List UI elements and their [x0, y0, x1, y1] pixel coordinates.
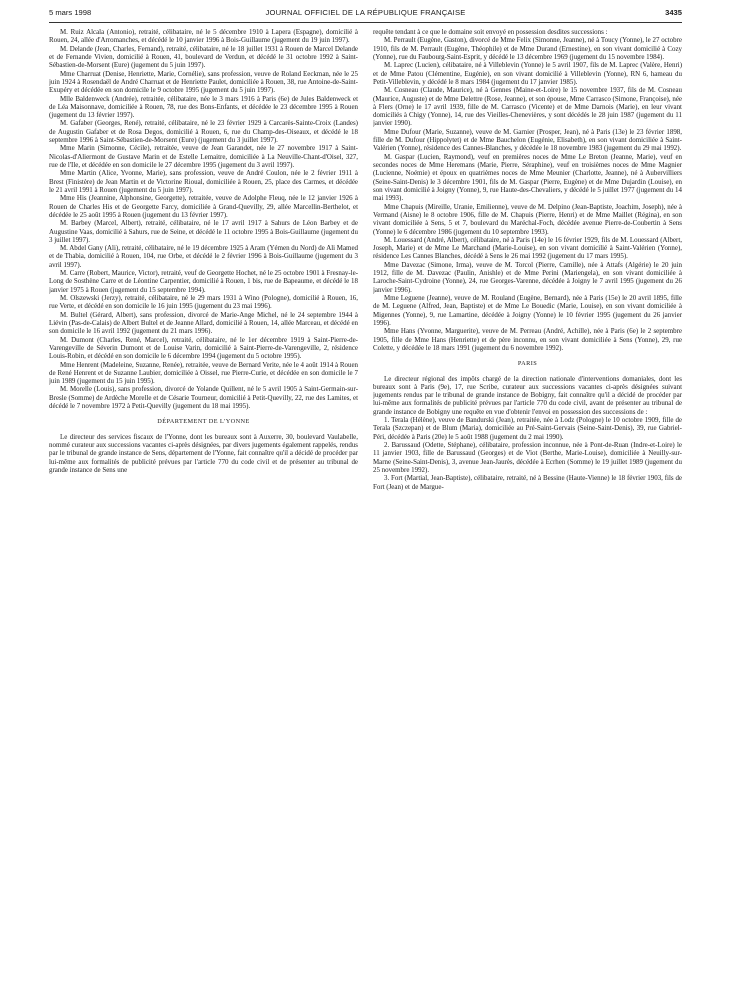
notice-entry: M. Gafaber (Georges, René), retraité, célibataire, né le 23 février 1929 à Carcarès-Sainte-Croix (Landes) de Augustin Gafaber et de Rosa Degos, domicilié à Rouen, 6, rue du Champ-des-Oiseaux, et décédé le 18 septembre 1996 à Saint-Sébastien-de-Morsent (Eure) (jugement du 3 juillet 1997). — [49, 119, 358, 145]
notice-entry: M. Perrault (Eugène, Gaston), divorcé de Mme Felix (Simonne, Jeanne), né à Toucy (Yonne), le 27 octobre 1910, fils de M. Perrault (Eugène, Théophile) et de Mme Durand (Ernestine), en son vivant domicilié à Cozy (Yonne), rue du Faubourg-Saint-Esprit, y décédé le 13 décembre 1969 (jugement du 15 novembre 1984). — [373, 36, 682, 61]
notice-entry: M. Morelle (Louis), sans profession, divorcé de Yolande Quillent, né le 5 avril 1905 à Saint-Germain-sur-Bresle (Somme) de Ardèche Morelle et de Césarie Tourneur, domicilié à Petit-Quevilly, 22, rue des Lamites, et décédé le 7 novembre 1972 à Petit-Quevilly (jugement du 18 mai 1995). — [49, 385, 358, 411]
right-entries-yonne — [373, 36, 682, 352]
notice-entry: M. Delande (Jean, Charles, Fernand), retraité, célibataire, né le 18 juillet 1931 à Rouen de Marcel Delande et de Fernande Vivien, domicilié à Rouen, 41, boulevard de Verdun, et décédé le 31 octobre 1992 à Saint-Sébastien-de-Morsent (Eure) (jugement du 5 juin 1997). — [49, 44, 358, 70]
notice-entry: M. Carre (Robert, Maurice, Victor), retraité, veuf de Georgette Hochet, né le 25 octobre 1901 à Fresnay-le-Long de Sosthène Carre et de Léontine Carpentier, domicilié à Rouen, 1 bis, rue de Bapeaume, et décédé le 18 janvier 1975 à Rouen (jugement du 15 septembre 1994). — [49, 269, 358, 294]
section-title-paris: PARIS — [517, 360, 538, 368]
page-header — [49, 8, 682, 22]
notice-entry: Mme Davezac (Simone, Irma), veuve de M. Torcol (Pierre, Camille), née à Attafs (Algérie) le 20 juin 1912, fille de M. Davezac (Paulin, Anishle) et de Mme Perini (Mariengela), en son vivant domiciliée à Laroche-Saint-Cydroine (Yonne), 24, rue Georges-Varenne, décédée à Joigny le 7 avril 1995 (jugement du 26 janvier 1996). — [373, 260, 682, 294]
notice-entry: 2. Barussaud (Odette, Stéphane), célibataire, profession inconnue, née à Pont-de-Ruan (Indre-et-Loire) le 11 janvier 1903, fille de Barussaud (Georges) et de Viot (Berthe, Marie-Louise), domiciliée à Neuilly-sur-Marne (Seine-Saint-Denis), 3, avenue Jean-Jaurès, décédée à Ecrhen (Somme) le 19 juillet 1989 (jugement du 25 novembre 1992). — [373, 441, 682, 474]
section-title-yonne: DÉPARTEMENT DE L'YONNE — [157, 418, 250, 426]
notice-entry: Mme Martin (Alice, Yvonne, Marie), sans profession, veuve de André Coulon, née le 2 février 1911 à Brest (Finistère) de Jean Martin et de Victorine Rioual, domiciliée à Rouen, 25, place des Carmes, et décédée le 21 avril 1991 à Rouen (jugement du 5 juin 1997). — [49, 169, 358, 194]
notice-entry: Mme Leguene (Jeanne), veuve de M. Rouland (Eugène, Bernard), née à Paris (15e) le 20 avril 1895, fille de M. Leguene (Alfred, Jean, Baptiste) et de Mme Le Bouedic (Marie, Louise), en son vivant domiciliée à Migennes (Yonne), 9, rue Lamartine, décédée à Joigny (Yonne) le 10 février 1995 (jugement du 26 janvier 1996). — [373, 294, 682, 327]
notice-entry: M. Olszewski (Jerzy), retraité, célibataire, né le 29 mars 1931 à Wino (Pologne), domicilié à Rouen, 16, rue Verte, et décédé en son domicile le 16 juin 1995 (jugement du 23 mai 1996). — [49, 294, 358, 311]
notice-entry: M. Barbey (Marcel, Albert), retraité, célibataire, né le 17 avril 1917 à Sahurs de Léon Barbey et de Augustine Vaas, domicilié à Sahurs, rue de Seine, et décédé le 11 octobre 1995 à Bois-Guillaume (jugement du 3 juillet 1997). — [49, 219, 358, 244]
notice-entry: Mme His (Jeannine, Alphonsine, Georgette), retraitée, veuve de Adolphe Fleuq, née le 12 janvier 1926 à Rouen de Charles His et de Georgette Farcy, domiciliée à Grand-Quevilly, 29, allée Marcellin-Berthelot, et décédée le 25 août 1995 à Rouen (jugement du 13 février 1997). — [49, 194, 358, 219]
notice-entry: M. Laprec (Lucien), célibataire, né à Villeblevin (Yonne) le 5 avril 1907, fils de M. Laprec (Valère, Henri) et de Mme Patou (Clémentine, Eugénie), en son vivant domicilié à Villeblevin (Yonne), RN 6, hameau du Petit-Villeblevin, y décédé le 8 mars 1984 (jugement du 17 janvier 1985). — [373, 61, 682, 86]
left-column — [49, 28, 358, 983]
notice-entry: M. Dumont (Charles, René, Marcel), retraité, célibataire, né le 1er décembre 1919 à Saint-Pierre-de-Varengeville de Séverin Dumont et de Louise Varin, domicilié à Saint-Pierre-de-Varengeville, 2, résidence Louis-Robin, et décédé en son domicile le 6 décembre 1994 (jugement du 5 octobre 1995). — [49, 335, 358, 361]
notice-entry: M. Abdel Gany (Ali), retraité, célibataire, né le 19 décembre 1925 à Aram (Yémen du Nord) de Ali Mamed et de Thabia, domicilié à Rouen, 104, rue Orbe, et décédé le 2 février 1996 à Bois-Guillaume (jugement du 3 avril 1997). — [49, 244, 358, 269]
right-column — [373, 28, 682, 983]
section-intro-paris: Le directeur régional des impôts chargé de la direction nationale d'interventions domaniales, dont les bureaux sont à Paris (9e), 17, rue Scribe, curateur aux successions vacantes ci-après désignées suivant jugements rendus par le tribunal de grande instance de Bobigny, fait connaître qu'il a décidé de procéder par lui-même aux formalités de publicité prévues par l'article 770 du code civil, avant de présenter au tribunal de grande instance de Bobigny une requête en vue d'obtenir l'envoi en possession des successions de : — [373, 374, 682, 416]
notice-entry: M. Gaspar (Lucien, Raymond), veuf en premières noces de Mme Le Breton (Jeanne, Marie), veuf en secondes noces de Mme Heremans (Marie, Pierre, Séraphine), veuf en troisièmes noces de Mme Magnier (Lucienne, Noémie) et époux en quatrièmes noces de Mme Meunier (Charlotte, Jeanne), né à Aubervilliers (Seine-Saint-Denis) le 3 décembre 1901, fils de M. Gaspar (Pierre, Eugène) et de Mme Dujardin (Louise), en son vivant domicilié à Joigny (Yonne), 9, rue Haute-des-Chevaliers, y décédé le 5 juillet 1977 (jugement du 14 mai 1993). — [373, 152, 682, 203]
section-intro-yonne: Le directeur des services fiscaux de l'Yonne, dont les bureaux sont à Auxerre, 30, boulevard Vaulabelle, nommé curateur aux successions vacantes ci-après désignées, par divers jugements également rappelés, rendus par le tribunal de grande instance de Sens, département de l'Yonne, fait connaître qu'il a décidé de procéder par lui-même aux formalités de publicité prévues par l'article 770 du code civil et de présenter au tribunal de grande instance de Sens une — [49, 432, 358, 474]
notice-entry: Mme Chapuis (Mireille, Uranie, Emilienne), veuve de M. Delpino (Jean-Baptiste, Joachim, Joseph), née à Vermand (Aisne) le 8 octobre 1906, fille de M. Chapuis (Pierre, Henri) et de Mme Maillet (Régina), en son vivant domiciliée à Sens, 5 et 7, boulevard du Maréchal-Foch, décédée avenue Pierre-de-Coubertin à Sens (Yonne) le 6 décembre 1986 (jugement du 10 septembre 1993). — [373, 202, 682, 236]
left-entries — [49, 28, 358, 410]
notice-entry: M. Ruiz Alcala (Antonio), retraité, célibataire, né le 5 décembre 1910 à Lapera (Espagne), domicilié à Rouen, 24, allée d'Arromanches, et décédé le 10 janvier 1996 à Bois-Guillaume (jugement du 19 juin 1997). — [49, 28, 358, 45]
right-entries-paris — [373, 416, 682, 491]
header-date: 5 mars 1998 — [49, 8, 92, 17]
notice-entry: M. Bultel (Gérard, Albert), sans profession, divorcé de Marie-Ange Michel, né le 24 septembre 1944 à Liévin (Pas-de-Calais) de Albert Bultel et de Jeanne Allard, domicilié à Rouen, 14, allée Marceau, et décédé en son domicile le 16 avril 1992 (jugement du 21 mars 1996). — [49, 310, 358, 336]
header-rule — [49, 22, 682, 23]
notice-entry: Mme Henrent (Madeleine, Suzanne, Renée), retraitée, veuve de Bernard Verite, née le 4 août 1914 à Rouen de René Henrent et de Suzanne Laubier, domiciliée à Oissel, rue Pierre-Curie, et décédée en son domicile le 7 juin 1989 (jugement du 15 juin 1995). — [49, 360, 358, 386]
notice-entry: Mme Charruat (Denise, Henriette, Marie, Cornélie), sans profession, veuve de Roland Eeckman, née le 25 juin 1924 à Rosendaël de André Charruat et de Henriette Paulet, domiciliée à Rouen, 38, rue Antoine-de-Saint-Exupéry et décédée en son domicile le 9 octobre 1995 (jugement du 5 juin 1997). — [49, 69, 358, 95]
continuation-text: requête tendant à ce que le domaine soit envoyé en possession desdites successions : — [373, 28, 608, 36]
notice-entry: M. Cosneau (Claude, Maurice), né à Gennes (Maine-et-Loire) le 15 novembre 1937, fils de M. Cosneau (Maurice, Auguste) et de Mme Delettre (Rose, Jeanne), et son épouse, Mme Carrasco (Simone, Françoise), née à Flers (Orne) le 17 avril 1939, fille de M. Carrasco (Vicente) et de Mme Darnois (Marie), en leur vivant domiciliés à Chigy (Yonne), 14, rue des Vieilles-Chenevières, y sont décédés le 28 juin 1987 (jugement du 11 janvier 1990). — [373, 86, 682, 128]
notice-entry: Mme Dufour (Marie, Suzanne), veuve de M. Garnier (Prosper, Jean), né à Paris (13e) le 23 février 1898, fille de M. Dufour (Hippolytet) et de Mme Bauchelon (Eugénie, Elisabeth), en son vivant domiciliée à Saint-Valérien (Yonne), résidence des Cannes-Blanches, y décédée le 18 novembre 1983 (jugement du 29 mai 1992). — [373, 127, 682, 153]
notice-entry: Mme Hans (Yvonne, Marguerite), veuve de M. Perreau (André, Achille), née à Paris (6e) le 2 septembre 1905, fille de Mme Hans (Henriette) et de père inconnu, en son vivant domiciliée à Sens (Yonne), 29, rue Colette, y décédée le 18 mars 1991 (jugement du 6 novembre 1992). — [373, 327, 682, 352]
header-page-number: 3435 — [665, 8, 682, 17]
header-journal-title: JOURNAL OFFICIEL DE LA RÉPUBLIQUE FRANÇAISE — [265, 8, 466, 17]
notice-entry: 3. Fort (Martial, Jean-Baptiste), célibataire, retraité, né à Bessine (Haute-Vienne) le 18 février 1903, fils de Fort (Jean) et de Margue- — [373, 474, 682, 491]
notice-entry: 1. Terala (Hélène), veuve de Bandurski (Jean), retraitée, née à Lodz (Pologne) le 10 octobre 1909, fille de Terala (Szczepan) et de Blum (Maria), domiciliée au Pré-Saint-Gervais (Seine-Saint-Denis), 39, rue Gabriel-Péri, décédée à Paris (20e) le 5 août 1988 (jugement du 2 mai 1990). — [373, 416, 682, 441]
notice-entry: Mme Marin (Simonne, Cécile), retraitée, veuve de Jean Garandet, née le 27 novembre 1917 à Saint-Nicolas-d'Aliermont de Gustave Marin et de Estelle Lemaitre, domiciliée à La Neuville-Chant-d'Oisel, 327, rue de l'Ile, et décédée en son domicile le 27 décembre 1995 (jugement du 3 avril 1997). — [49, 144, 358, 169]
notice-entry: Mlle Baldenweck (Andrée), retraitée, célibataire, née le 3 mars 1916 à Paris (6e) de Jules Baldenweck et de Léa Maisonnave, domiciliée à Rouen, 78, rue des Bons-Enfants, et décédée le 23 décembre 1995 à Rouen (jugement du 13 février 1997). — [49, 94, 358, 120]
notice-entry: M. Louessard (André, Albert), célibataire, né à Paris (14e) le 16 février 1929, fils de M. Louessard (Albert, Joseph, Marie) et de Mme Le Marchand (Marie-Louise), en son vivant domicilié à Saint-Valérien (Yonne), résidence Les Cannes Blanches, décédé à Sens le 26 mai 1992 (jugement du 17 mars 1995). — [373, 235, 682, 261]
